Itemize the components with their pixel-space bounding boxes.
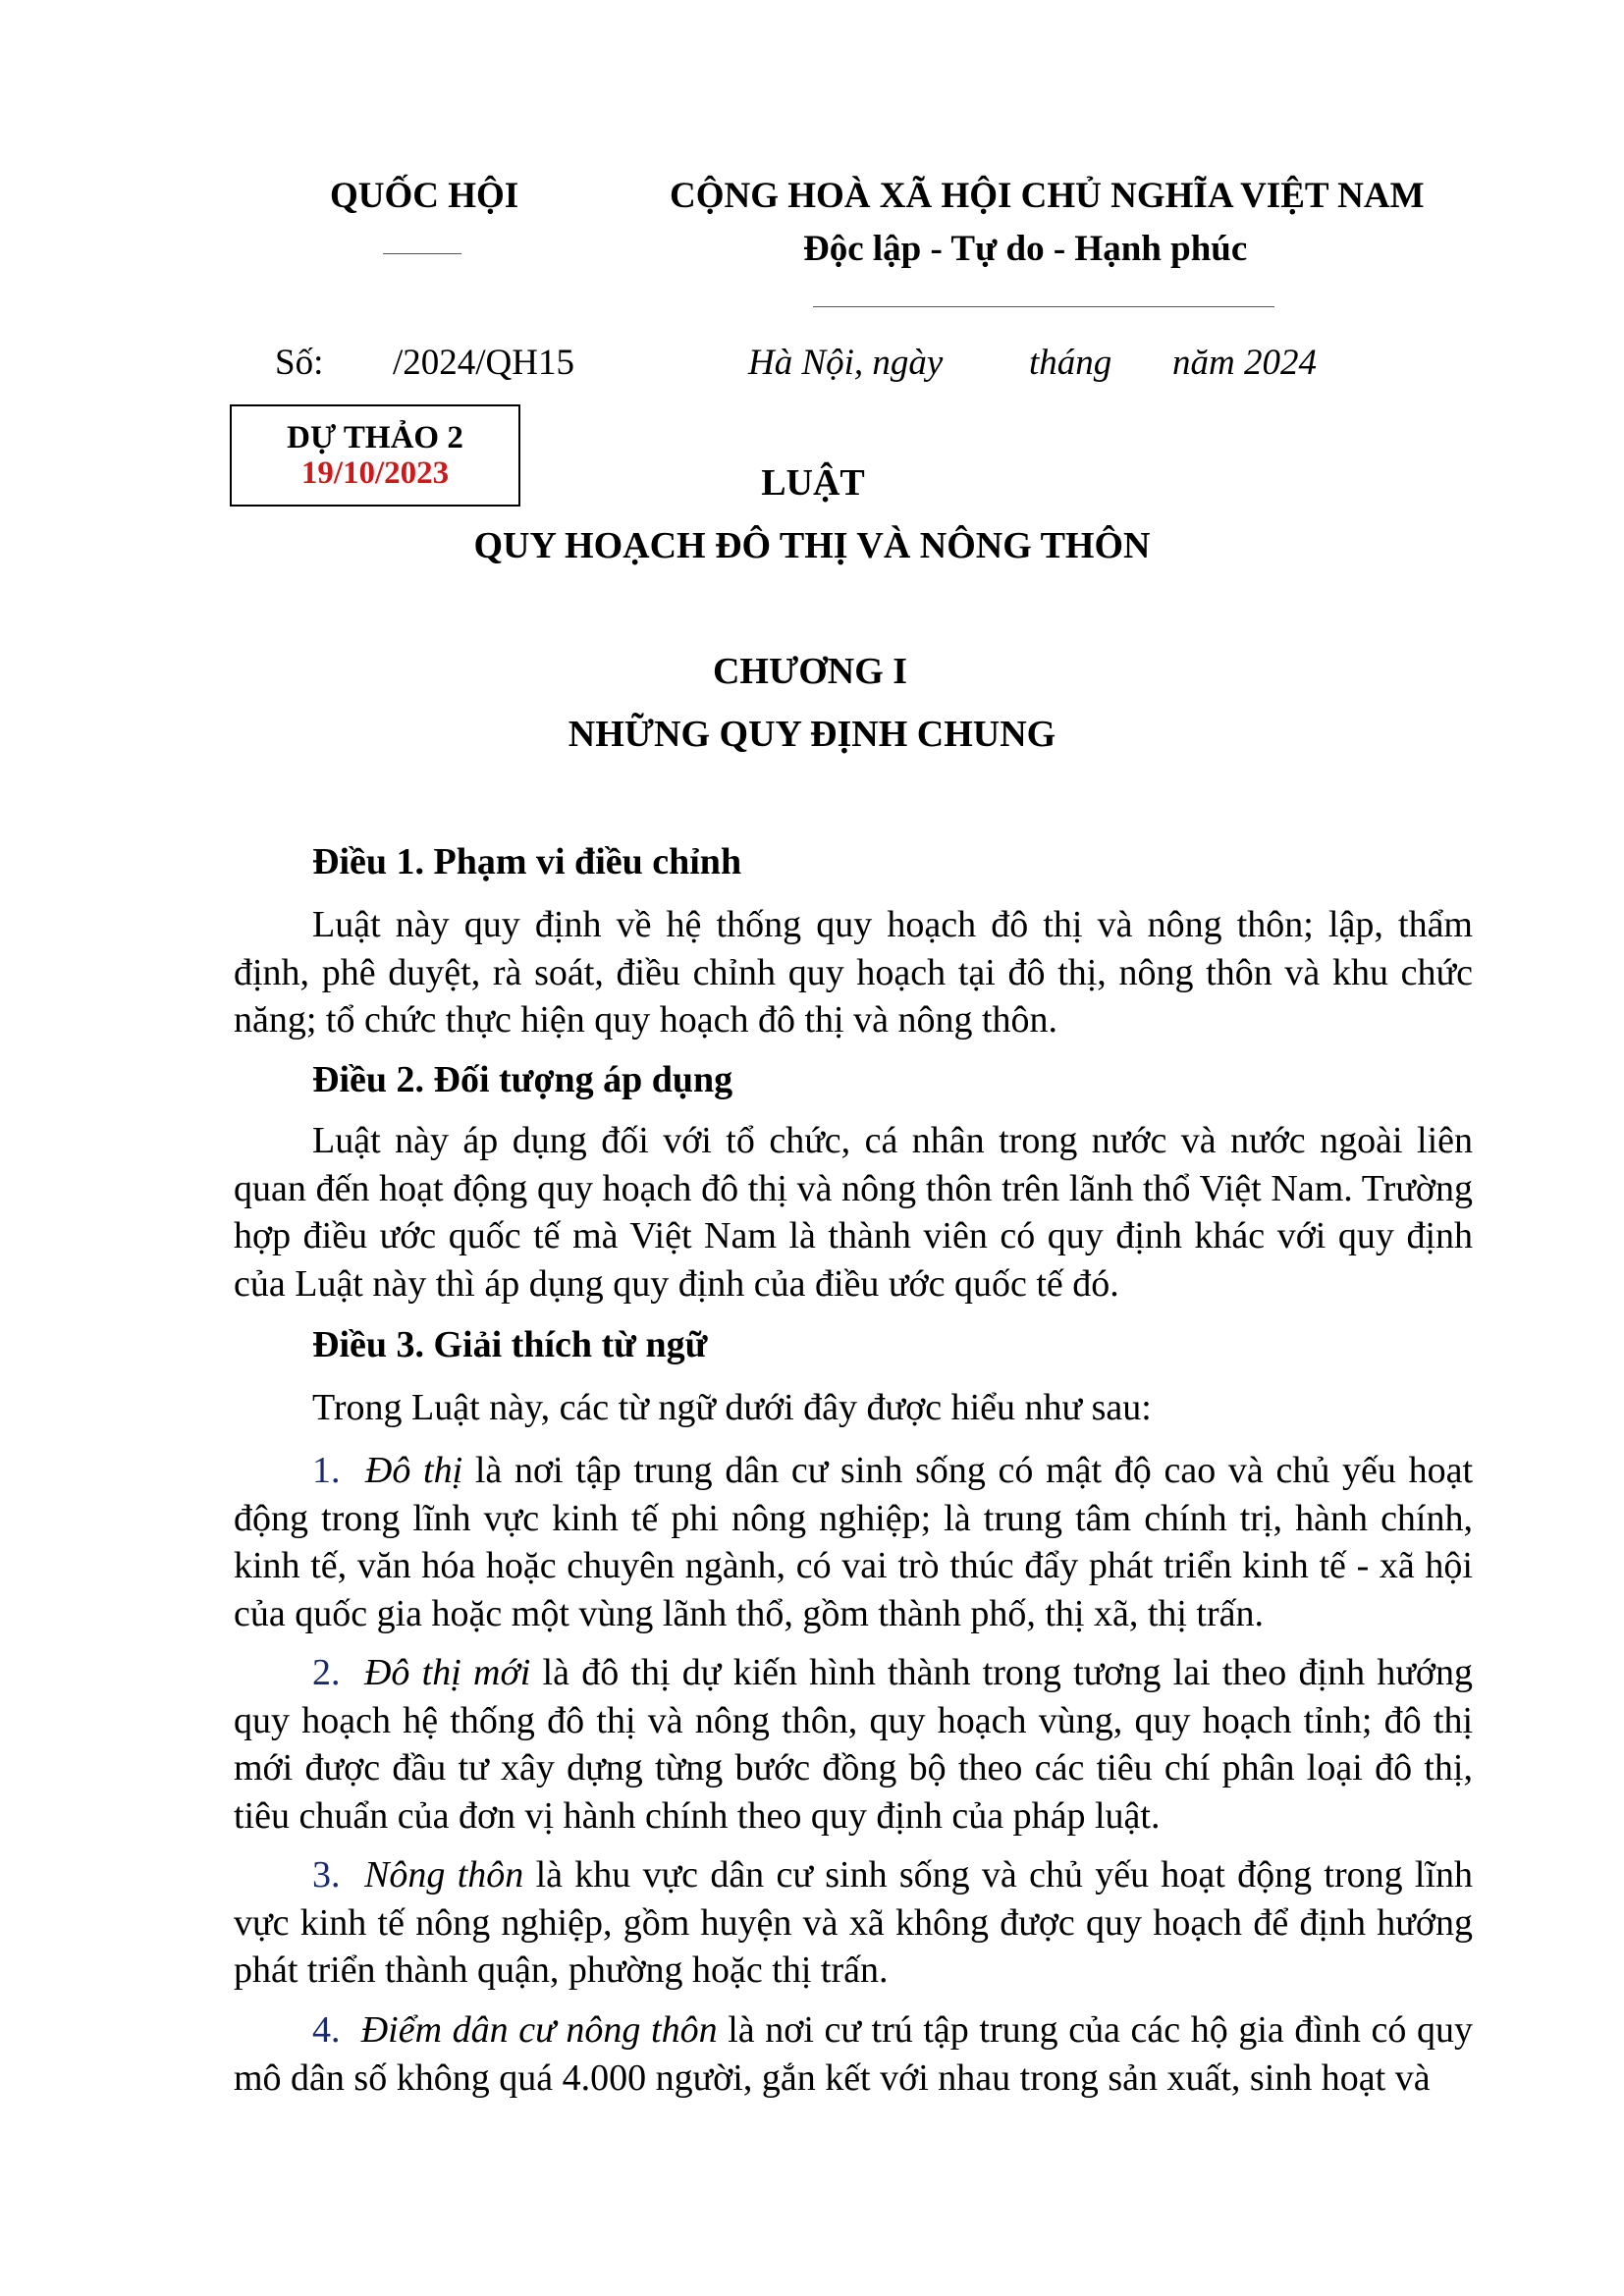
document-number: /2024/QH15 [393,343,574,383]
definition-term: Nông thôn [364,1854,524,1896]
document-title: QUY HOẠCH ĐÔ THỊ VÀ NÔNG THÔN [473,525,1151,566]
definition-item [234,1851,1473,1995]
motto-underline [813,306,1274,307]
definition-number: 4. [312,2009,341,2051]
national-motto: Độc lập - Tự do - Hạnh phúc [803,229,1248,269]
date-month: tháng [1029,343,1112,383]
definition-item [234,1447,1473,1637]
draft-label: DỰ THẢO 2 [287,420,463,455]
definition-number: 1. [312,1450,341,1491]
article-2-heading: Điều 2. Đối tượng áp dụng [312,1059,733,1100]
definition-term: Đô thị mới [363,1652,531,1693]
definition-term: Điểm dân cư nông thôn [360,2009,718,2051]
issuer-name: QUỐC HỘI [330,176,519,216]
definition-text: là đô thị dự kiến hình thành trong tương lai theo định hướng quy hoạch hệ thống đô thị và nông thôn, quy hoạch vùng, quy hoạch tỉnh; đô thị mới được đầu tư xây dựng từng bước đồng bộ theo các tiêu chí phân loại đô thị, tiêu chuẩn của đơn vị hành chính theo quy định của pháp luật. [234,1652,1474,1837]
definition-text: là nơi cư trú tập trung của các hộ gia đình có quy mô dân số không quá 4.000 người, gắn kết với nhau trong sản xuất, sinh hoạt và [234,2009,1473,2099]
article-1-text: Luật này quy định về hệ thống quy hoạch đô thị và nông thôn; lập, thẩm định, phê duyệt, rà soát, điều chỉnh quy hoạch tại đô thị, nông thôn và khu chức năng; tổ chức thực hiện quy hoạch đô thị và nông thôn. [234,904,1473,1041]
draft-date: 19/10/2023 [300,455,450,491]
definition-number: 2. [312,1652,341,1693]
definition-text: là nơi tập trung dân cư sinh sống có mật độ cao và chủ yếu hoạt động trong lĩnh vực kinh tế phi nông nghiệp; là trung tâm chính trị, hành chính, kinh tế, văn hóa hoặc chuyên ngành, có vai trò thúc đẩy phát triển kinh tế - xã hội của quốc gia hoặc một vùng lãnh thổ, gồm thành phố, thị xã, thị trấn. [234,1450,1474,1634]
definition-number: 3. [312,1854,341,1896]
issuer-underline [383,253,461,254]
definition-item [234,2006,1473,2102]
country-name: CỘNG HOÀ XÃ HỘI CHỦ NGHĨA VIỆT NAM [670,176,1425,216]
chapter-title: NHỮNG QUY ĐỊNH CHUNG [568,714,1056,755]
article-1-heading: Điều 1. Phạm vi điều chỉnh [312,841,742,882]
place-date: Hà Nội, ngày [748,343,944,383]
article-3-heading: Điều 3. Giải thích từ ngữ [312,1324,708,1365]
definition-item [234,1649,1473,1840]
date-year: năm 2024 [1172,343,1317,383]
article-2-text: Luật này áp dụng đối với tổ chức, cá nhân trong nước và nước ngoài liên quan đến hoạt động quy hoạch đô thị và nông thôn trên lãnh thổ Việt Nam. Trường hợp điều ước quốc tế mà Việt Nam là thành viên có quy định khác với quy định của Luật này thì áp dụng quy định của điều ước quốc tế đó. [234,1120,1473,1305]
definition-term: Đô thị [364,1450,463,1491]
chapter-number: CHƯƠNG I [712,651,908,692]
definition-text: là khu vực dân cư sinh sống và chủ yếu hoạt động trong lĩnh vực kinh tế nông nghiệp, gồm huyện và xã không được quy hoạch để định hướng phát triển thành quận, phường hoặc thị trấn. [234,1854,1474,1991]
article-3-intro: Trong Luật này, các từ ngữ dưới đây được hiểu như sau: [312,1387,1152,1428]
document-number-label: Số: [275,343,324,383]
document-type: LUẬT [761,462,865,504]
